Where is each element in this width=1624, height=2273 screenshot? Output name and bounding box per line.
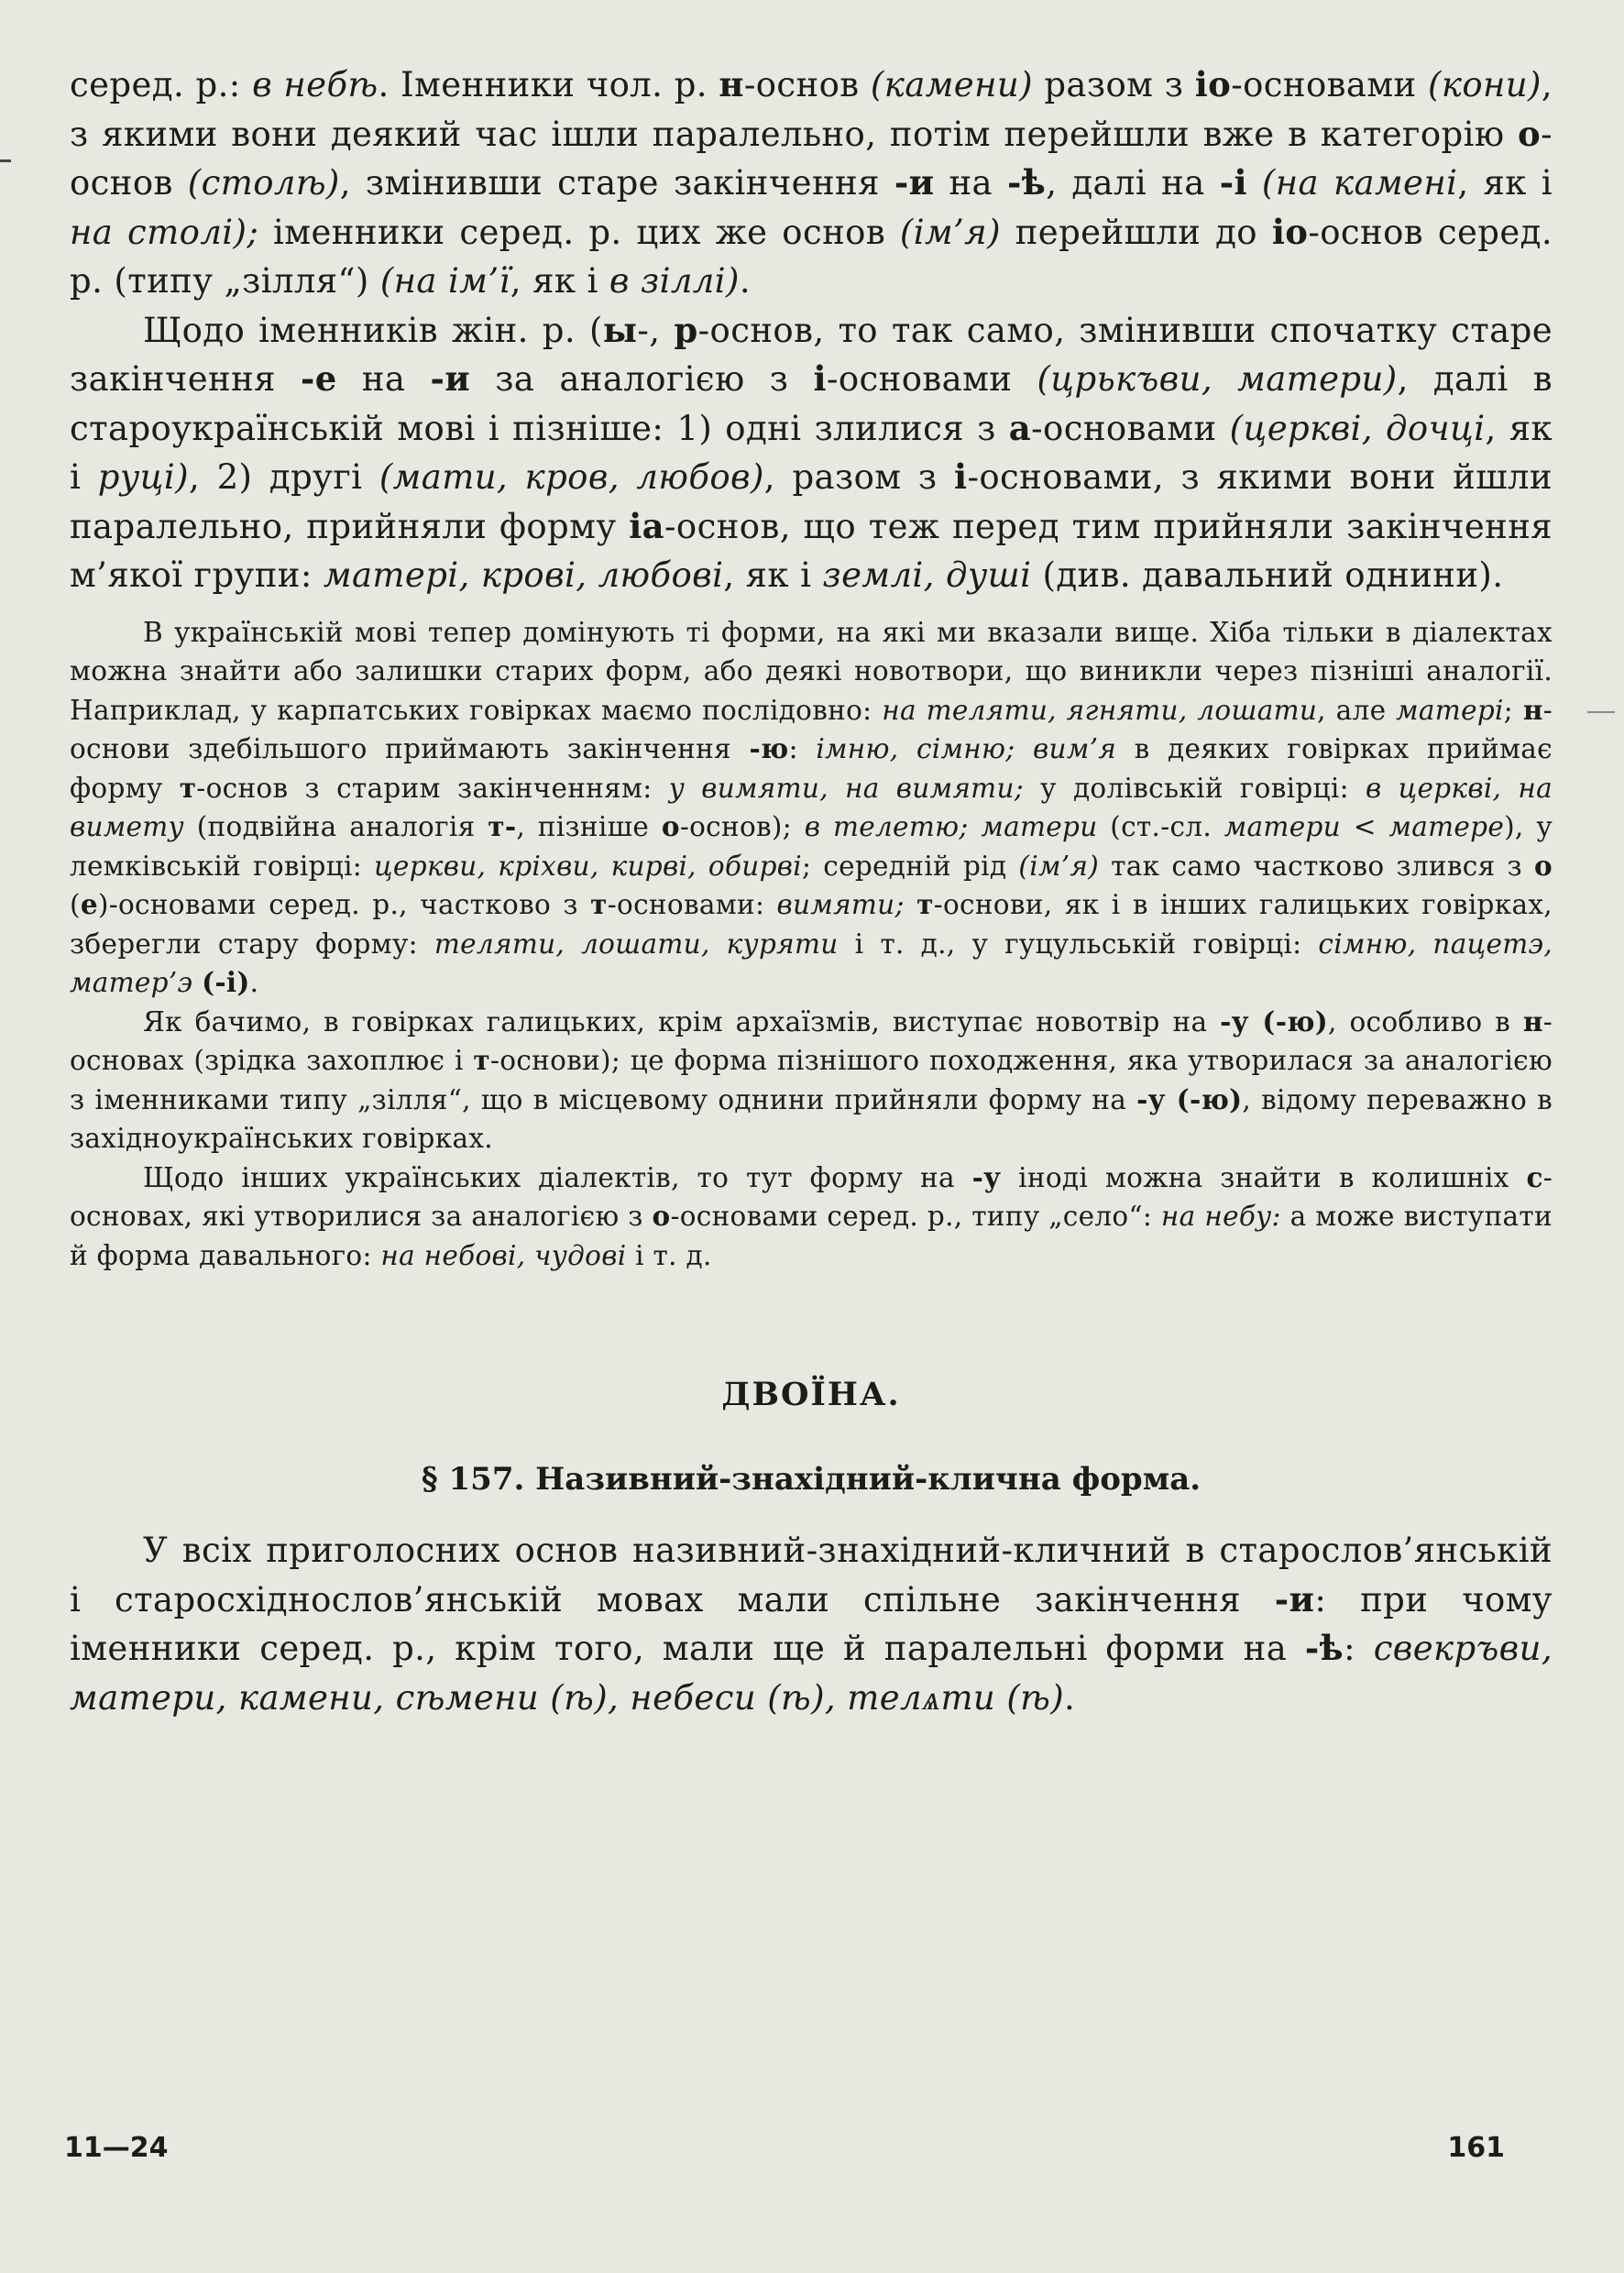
small-print-block xyxy=(70,613,1553,1276)
page-body xyxy=(70,60,1553,1722)
paragraph: Щодо іменників жін. р. (ы-, р-основ, то так само, змінивши спочатку старе закінчення -е на -и за аналогією з і-основами (црькъви, матери), далі в староукраїнській мові і пізніше: 1) одні злилися з а-основами (церкві, дочці, як і руці), 2) другі (мати, кров, любов), разом з і-основами, з якими вони йшли паралельно, прийняли форму іа-основ, що теж перед тим прийняли закінчення м’якої групи: матері, крові, любові, як і землі, душі (див. давальний однини). xyxy=(70,309,1553,595)
page-number: 161 xyxy=(1447,2132,1505,2164)
printer-signature: 11—24 xyxy=(64,2132,169,2164)
paragraph: В українській мові тепер домінують ті форми, на які ми вказали вище. Хіба тільки в діалектах можна знайти або залишки старих форм, або деякі новотвори, що виникли через пізніші аналогії. Наприклад, у карпатських говірках маємо послідовно: на теляти, ягняти, лошати, але матері; н-основи здебільшого приймають закінчення -ю: імню, сімню; вим’я в деяких говірках приймає форму т-основ з старим закінченням: у вимяти, на вимяти; у долівській говірці: в церкві, на вимету (подвійна аналогія т-, пізніше о-основ); в телетю; матери (ст.-сл. матери < матере), у лемківській говірці: церкви, кріхви, кирві, обирві; середній рід (ім’я) так само частково злився з о (е)-основами серед. р., частково з т-основами: вимяти; т-основи, як і в інших галицьких говірках, зберегли стару форму: теляти, лошати, куряти і т. д., у гуцульській говірці: сімню, пацетэ, матер’э (-і). xyxy=(70,616,1553,998)
page-footer xyxy=(64,2132,1505,2164)
margin-mark xyxy=(1587,711,1615,713)
paragraph: У всіх приголосних основ називний-знахідний-кличний в старослов’янській і старосхіднослов’янській мовах мали спільне закінчення -и: при чому іменники серед. р., крім того, мали ще й паралельні форми на -ѣ: свекръви, матери, камени, сѣмени (ѣ), небеси (ѣ), телѧти (ѣ). xyxy=(70,1531,1553,1718)
paragraph: Як бачимо, в говірках галицьких, крім архаїзмів, виступає новотвір на -у (-ю), особливо в н-основах (зрідка захоплює і т-основи); це форма пізнішого походження, яка утворилася за аналогією з іменниками типу „зілля“, що в місцевому однини прийняли форму на -у (-ю), відому переважно в західноукраїнських говірках. xyxy=(70,1005,1553,1154)
paragraph-heading: § 157. Називний-знахідний-клична форма. xyxy=(421,1461,1202,1498)
paragraph: серед. р.: в небѣ. Іменники чол. р. н-основ (камени) разом з іо-основами (кони), з якими вони деякий час ішли паралельно, потім перейшли вже в категорію о-основ (столѣ), змінивши старе закінчення -и на -ѣ, далі на -і (на камені, як і на столі); іменники серед. р. цих же основ (ім’я) перейшли до іо-основ серед. р. (типу „зілля“) (на ім’ї, як і в зіллі). xyxy=(70,64,1553,301)
section-heading: ДВОЇНА. xyxy=(721,1376,901,1413)
margin-mark xyxy=(0,159,11,162)
paragraph: Щодо інших українських діалектів, то тут форму на -у іноді можна знайти в колишніх с-основах, які утворилися за аналогією з о-основами серед. р., типу „село“: на небу: а може виступати й форма давального: на небові, чудові і т. д. xyxy=(70,1160,1553,1271)
